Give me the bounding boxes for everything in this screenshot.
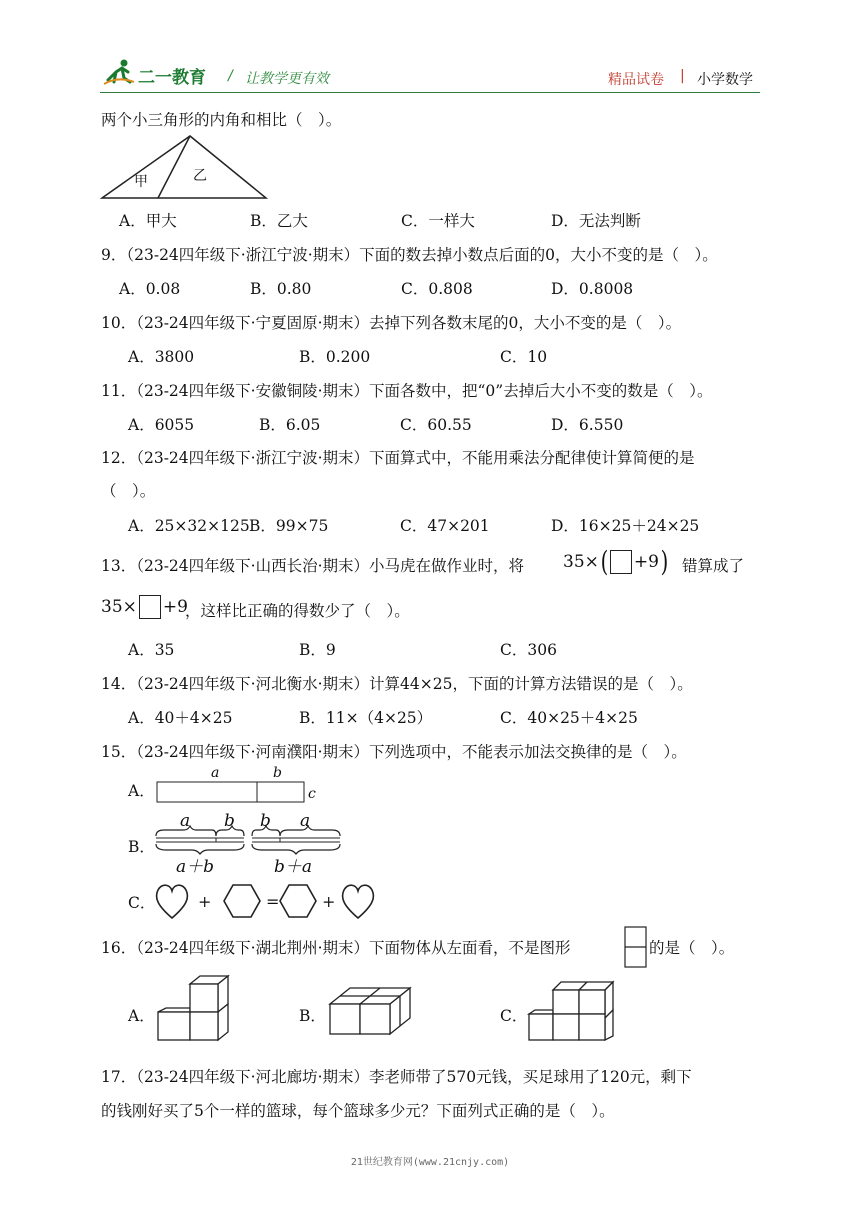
- q8-option-c[interactable]: C．一样大: [401, 212, 475, 230]
- q10-option-c[interactable]: C．10: [500, 348, 548, 366]
- q15-a-var-b: b: [273, 765, 282, 781]
- q13-stem-mid: 错算成了: [682, 557, 745, 575]
- header-divider: |: [680, 68, 685, 84]
- q9-stem: 9．（23-24四年级下·浙江宁波·期末）下面的数去掉小数点后面的0，大小不变的是（ ）。: [101, 246, 718, 264]
- q15-b-left-var-b: b: [224, 811, 235, 831]
- q15-option-a-segment-figure: [155, 764, 325, 804]
- q9-option-a[interactable]: A．0.08: [119, 280, 181, 298]
- q8-label-yi: 乙: [193, 168, 207, 184]
- hexagon-icon-2: [280, 885, 316, 917]
- q8-option-d[interactable]: D．无法判断: [551, 212, 641, 230]
- header-subject: 小学数学: [697, 72, 753, 88]
- q13-expr2-right: +9: [162, 597, 188, 617]
- q11-option-a[interactable]: A．6055: [128, 416, 195, 434]
- q16-stem-pre: 16．（23-24四年级下·湖北荆州·期末）下面物体从左面看，不是图形: [101, 939, 571, 957]
- q15-option-a[interactable]: A．: [128, 782, 155, 800]
- header-rule: [100, 92, 760, 93]
- q12-stem-line2: （ ）。: [101, 482, 156, 500]
- q15-option-c-shapes-figure: [154, 880, 380, 922]
- q11-option-c[interactable]: C．60.55: [400, 416, 472, 434]
- q12-option-d[interactable]: D．16×25＋24×25: [551, 517, 700, 535]
- q12-stem-line1: 12．（23-24四年级下·浙江宁波·期末）下面算式中，不能用乘法分配律使计算简便的是: [101, 449, 695, 467]
- footer-source: 21世纪教育网(www.21cnjy.com): [350, 1157, 510, 1168]
- q13-option-b[interactable]: B．9: [299, 641, 336, 659]
- q13-stem-post: ，这样比正确的得数少了（ ）。: [185, 602, 410, 620]
- q15-option-c[interactable]: C．: [128, 894, 156, 912]
- q11-option-b[interactable]: B．6.05: [259, 416, 321, 434]
- q16-target-shape-figure: [624, 926, 648, 968]
- q15-stem: 15．（23-24四年级下·河南濮阳·期末）下列选项中，不能表示加法交换律的是（ ）。: [101, 743, 687, 761]
- header: [0, 0, 860, 100]
- q15-b-sum-ba: b＋a: [274, 857, 313, 877]
- q10-option-a[interactable]: A．3800: [128, 348, 195, 366]
- q14-stem: 14．（23-24四年级下·河北衡水·期末）计算44×25，下面的计算方法错误的是（ ）。: [101, 675, 693, 693]
- heart-icon: [157, 885, 188, 918]
- q16-option-c[interactable]: C．: [500, 1007, 528, 1025]
- slogan-slash: /: [228, 68, 233, 84]
- q11-stem: 11．（23-24四年级下·安徽铜陵·期末）下面各数中，把“0”去掉后大小不变的数是（ ）。: [101, 382, 713, 400]
- heart-icon-2: [343, 885, 374, 918]
- q15-option-b[interactable]: B．: [128, 838, 155, 856]
- q13-option-a[interactable]: A．35: [128, 641, 175, 659]
- q13-blank-box: [610, 550, 632, 574]
- q14-option-a[interactable]: A．40＋4×25: [128, 709, 233, 727]
- q12-option-c[interactable]: C．47×201: [400, 517, 490, 535]
- q13-expr1-left: 35×: [563, 552, 599, 572]
- q15-b-sum-ab: a＋b: [176, 857, 215, 877]
- q16-stem-post: 的是（ ）。: [649, 939, 735, 957]
- q15-a-var-c: c: [308, 786, 316, 802]
- q13-expr2-left: 35×: [101, 597, 137, 617]
- q16-option-a[interactable]: A．: [128, 1007, 155, 1025]
- q9-option-d[interactable]: D．0.8008: [551, 280, 634, 298]
- q15-c-plus-1: +: [198, 892, 212, 911]
- q16-option-b-cubes-figure: [326, 984, 414, 1038]
- q13-stem-pre: 13．（23-24四年级下·山西长治·期末）小马虎在做作业时，将: [101, 557, 525, 575]
- q13-close-paren: ): [660, 545, 669, 578]
- q13-blank-box-2: [139, 595, 161, 619]
- brand-name: 二一教育: [138, 68, 206, 88]
- q11-option-d[interactable]: D．6.550: [551, 416, 624, 434]
- q15-a-var-a: a: [211, 765, 220, 781]
- q8-label-jia: 甲: [134, 174, 148, 190]
- q8-continuation: 两个小三角形的内角和相比（ ）。: [101, 111, 342, 129]
- q10-option-b[interactable]: B．0.200: [299, 348, 371, 366]
- q13-open-paren: (: [600, 545, 609, 578]
- q8-triangle-figure: [100, 134, 270, 202]
- q13-expression-wrong: [101, 592, 188, 622]
- q17-stem-line2: 的钱刚好买了5个一样的篮球，每个篮球多少元？下面列式正确的是（ ）。: [101, 1102, 615, 1120]
- q15-b-right-var-b: b: [260, 811, 271, 831]
- q15-b-left-var-a: a: [180, 811, 191, 831]
- q15-c-equals: =: [266, 892, 280, 911]
- q16-option-a-cubes-figure: [156, 974, 232, 1048]
- hexagon-icon: [224, 885, 260, 917]
- q8-option-a[interactable]: A．甲大: [119, 212, 177, 230]
- q16-option-c-cubes-figure: [527, 978, 617, 1044]
- q14-option-b[interactable]: B．11×（4×25）: [299, 709, 433, 727]
- q14-option-c[interactable]: C．40×25＋4×25: [500, 709, 638, 727]
- header-category-premium: 精品试卷: [608, 72, 664, 88]
- q10-stem: 10．（23-24四年级下·宁夏固原·期末）去掉下列各数末尾的0，大小不变的是（ ）。: [101, 314, 682, 332]
- q9-option-b[interactable]: B．0.80: [250, 280, 312, 298]
- q12-option-a[interactable]: A．25×32×125: [128, 517, 250, 535]
- q17-stem-line1: 17．（23-24四年级下·河北廊坊·期末）李老师带了570元钱，买足球用了120元，剩下: [101, 1068, 692, 1086]
- q8-option-b[interactable]: B．乙大: [250, 212, 308, 230]
- q13-expr1-right: +9: [633, 552, 659, 572]
- q15-c-plus-2: +: [322, 892, 336, 911]
- q13-expression-correct: [563, 546, 670, 578]
- q13-option-c[interactable]: C．306: [500, 641, 557, 659]
- logo-runner-icon: [104, 58, 134, 86]
- q12-option-b[interactable]: B．99×75: [249, 517, 329, 535]
- slogan: 让教学更有效: [245, 71, 329, 87]
- q16-option-b[interactable]: B．: [299, 1007, 326, 1025]
- q9-option-c[interactable]: C．0.808: [401, 280, 473, 298]
- q15-b-right-var-a: a: [300, 811, 311, 831]
- q15-option-b-brace-figure: [152, 806, 344, 878]
